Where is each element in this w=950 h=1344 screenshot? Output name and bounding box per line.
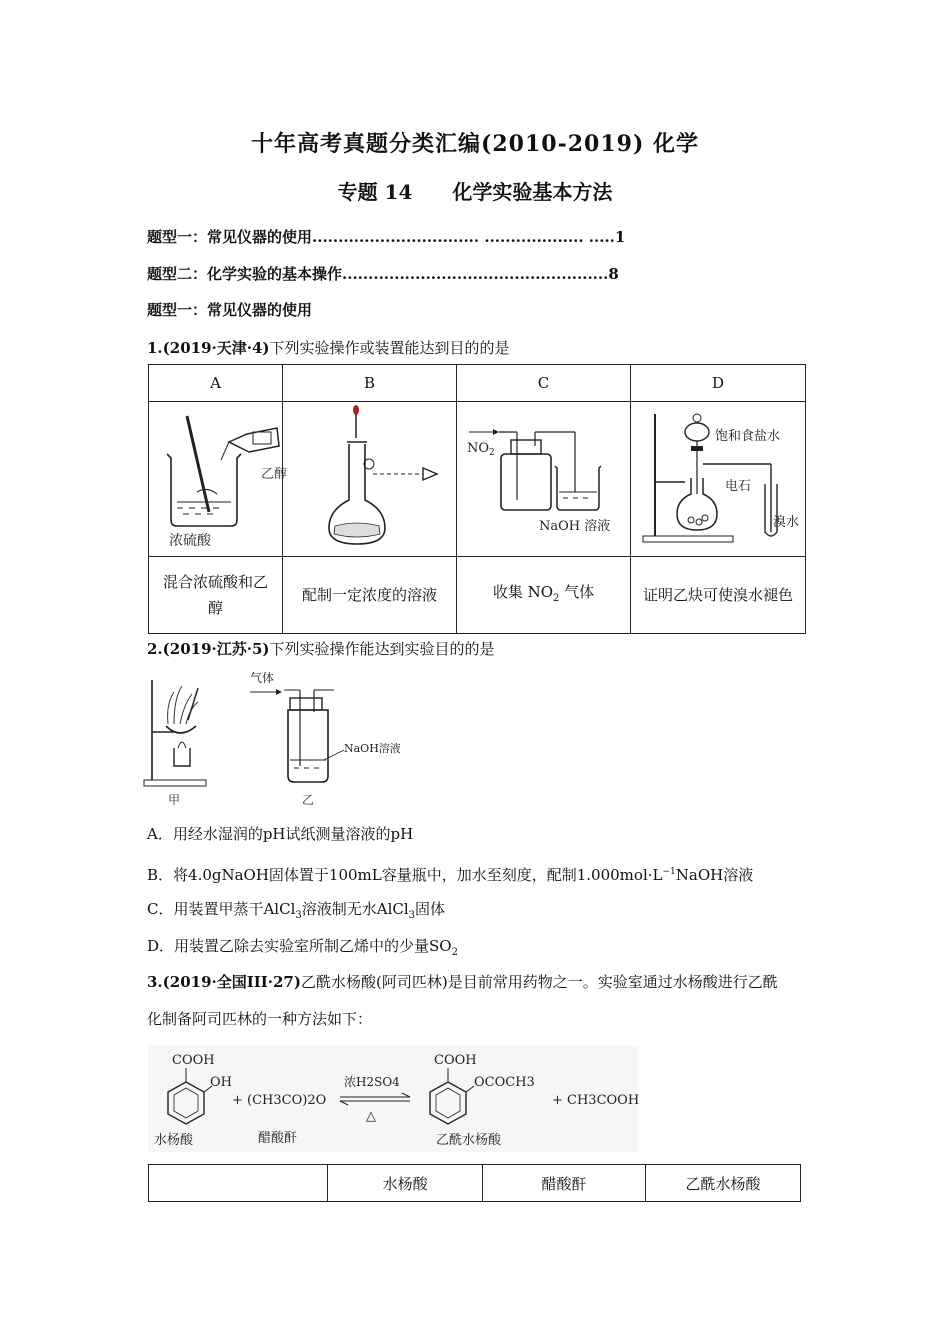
section-heading: 题型一：常见仪器的使用 [147,301,313,319]
figure-naoh-label: NaOH溶液 [344,742,401,755]
figure-yi-label: 乙 [302,793,315,807]
toc-entry-1[interactable]: 题型一：常见仪器的使用................................ ................... .....1 [147,228,626,246]
col-header-b: B [283,365,457,402]
caption-c: 收集 $NO_2$ 气体 [457,557,631,634]
document-title: 十年高考真题分类汇编(2010-2019) 化学 [250,131,700,157]
beaker-stirring-figure [149,402,288,552]
question-3-stem: 3.(2019·全国III·27)乙酰水杨酸(阿司匹林)是目前常用药物之一。实验室通过水杨酸进行乙酰 [147,973,778,991]
q2-option-c: C．用装置甲蒸干AlCl$_3$溶液制无水AlCl$_3$固体 [147,900,446,921]
gas-collection-figure [457,402,630,552]
figure-gas-label: 气体 [250,671,275,685]
figure-d-brine-label: 饱和食盐水 [715,429,781,444]
figure-c-gas-label: $NO_2$ [467,441,495,458]
figure-a-side-label: 乙醇 [261,467,288,482]
cooh-label-2: COOH [434,1053,477,1068]
oh-label: OH [210,1075,232,1090]
name-salicylic: 水杨酸 [154,1133,194,1148]
q2-option-b: B．将4.0gNaOH固体置于100mL容量瓶中，加水至刻度，配制$1.000mol\cdot L^{-1}NaOH$溶液 [147,866,754,884]
name-anhydride: 醋酸酐 [258,1131,298,1146]
cooh-label-1: COOH [172,1053,215,1068]
reaction-scheme [148,1046,638,1152]
q3-header-salicylic: 水杨酸 [328,1165,483,1202]
col-header-c: C [457,365,631,402]
figure-c-solution-label: NaOH 溶液 [539,519,611,534]
caption-d: 证明乙炔可使溴水褪色 [631,557,806,634]
figure-b-cell [283,402,457,557]
q3-header-empty [149,1165,328,1202]
caption-a: 混合浓硫酸和乙 醇 [149,557,283,634]
condition-label: △ [366,1109,376,1124]
topic-number: 专题 14 [337,180,413,204]
question-1-stem: 1.(2019·天津·4)下列实验操作或装置能达到目的的是 [147,339,510,357]
figure-d-stone-label: 电石 [725,479,752,494]
q2-option-d: D．用装置乙除去实验室所制乙烯中的少量$SO_2$ [147,937,458,958]
catalyst-label: 浓H2SO4 [344,1075,400,1089]
question-2-stem: 2.(2019·江苏·5)下列实验操作能达到实验目的的是 [147,640,495,658]
ococh3-label: OCOCH3 [474,1075,535,1090]
topic-name: 化学实验基本方法 [452,180,613,204]
reagent-label: + (CH3CO)2O [232,1093,327,1108]
figure-a-cell [149,402,288,557]
question-3-table [148,1164,801,1202]
figure-d-cell [631,402,806,557]
question-2-figure [140,668,420,810]
acetylene-apparatus-figure [631,402,805,552]
question-3-stem-2: 化制备阿司匹林的一种方法如下： [147,1010,373,1028]
figure-a-bottom-label: 浓硫酸 [169,533,211,549]
col-header-a: A [149,365,283,402]
caption-b: 配制一定浓度的溶液 [283,557,457,634]
topic-heading [0,176,950,205]
byproduct-label: + CH3COOH [552,1093,640,1108]
col-header-d: D [631,365,806,402]
figure-c-cell [457,402,631,557]
figure-d-bromine-label: 溴水 [773,515,800,530]
q3-header-anhydride: 醋酸酐 [483,1165,646,1202]
q2-option-a: A．用经水湿润的pH试纸测量溶液的pH [147,825,414,843]
name-aspirin: 乙酰水杨酸 [436,1133,502,1148]
figure-jia-label: 甲 [168,793,181,807]
toc-entry-2[interactable]: 题型二：化学实验的基本操作...................................................8 [147,265,619,283]
q3-header-aspirin: 乙酰水杨酸 [645,1165,800,1202]
volumetric-flask-figure [283,402,456,552]
question-1-table [148,364,806,634]
